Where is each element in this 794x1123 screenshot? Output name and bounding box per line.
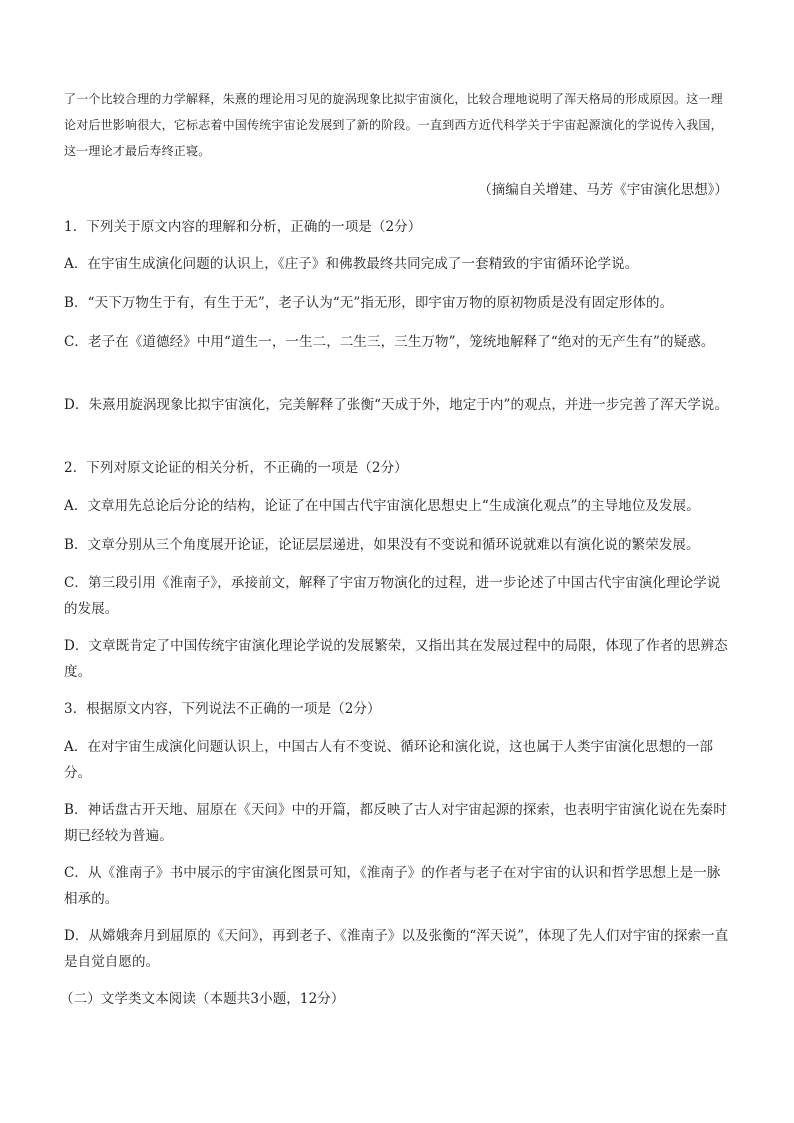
question-3-option-d: D．从嫦娥奔月到屈原的《天问》，再到老子、《淮南子》以及张衡的“浑天说”，体现了先人们对宇宙的探索一直是自觉自愿的。 (64, 928, 729, 970)
question-2-option-c: C．第三段引用《淮南子》，承接前文，解释了宇宙万物演化的过程，进一步论述了中国古代宇宙演化理论学说的发展。 (64, 575, 721, 617)
question-3-option-c: C．从《淮南子》书中展示的宇宙演化图景可知，《淮南子》的作者与老子在对宇宙的认识和哲学思想上是一脉相承的。 (64, 865, 721, 907)
question-3-option-a: A．在对宇宙生成演化问题认识上，中国古人有不变说、循环论和演化说，这也属于人类宇宙演化思想的一部分。 (64, 739, 714, 781)
question-1-stem: 1．下列关于原文内容的理解和分析，正确的一项是（2分） (64, 219, 422, 235)
passage-source: （摘编自关增建、马芳《宇宙演化思想》） (478, 182, 728, 198)
question-1-option-a: A．在宇宙生成演化问题的认识上，《庄子》和佛教最终共同完成了一套精致的宇宙循环论学说。 (64, 256, 639, 272)
question-2-option-a: A．文章用先总论后分论的结构，论证了在中国古代宇宙演化思想史上“生成演化观点”的主导地位及发展。 (64, 498, 700, 514)
question-1-option-d: D．朱熹用旋涡现象比拟宇宙演化，完美解释了张衡“天成于外，地定于内”的观点，并进一步完善了浑天学说。 (64, 397, 729, 413)
passage-paragraph: 了一个比较合理的力学解释，朱熹的理论用习见的旋涡现象比拟宇宙演化，比较合理地说明了浑天格局的形成原因。这一理论对后世影响很大，它标志着中国传统宇宙论发展到了新的阶段。一直到西方近代科学关于宇宙起源演化的学说传入我国，这一理论才最后寿终正寝。 (64, 92, 723, 158)
question-1-option-c: C．老子在《道德经》中用“道生一，一生二，二生三，三生万物”，笼统地解释了“绝对的无产生有”的疑惑。 (64, 334, 715, 350)
question-2-option-d: D．文章既肯定了中国传统宇宙演化理论学说的发展繁荣，又指出其在发展过程中的局限，体现了作者的思辨态度。 (64, 638, 728, 680)
question-2-option-b: B．文章分别从三个角度展开论证，论证层层递进，如果没有不变说和循环说就难以有演化说的繁荣发展。 (64, 537, 700, 553)
question-2-stem: 2．下列对原文论证的相关分析，不正确的一项是（2分） (64, 460, 408, 476)
question-3-option-b: B．神话盘古开天地、屈原在《天问》中的开篇，都反映了古人对宇宙起源的探索，也表明宇宙演化说在先秦时期已经较为普遍。 (64, 802, 727, 844)
question-1-option-b: B．“天下万物生于有，有生于无”，老子认为“无”指无形，即宇宙万物的原初物质是没有固定形体的。 (64, 295, 674, 311)
section-2-heading: （二）文学类文本阅读（本题共3小题，12分） (60, 991, 345, 1007)
question-3-stem: 3．根据原文内容，下列说法不正确的一项是（2分） (64, 701, 381, 717)
